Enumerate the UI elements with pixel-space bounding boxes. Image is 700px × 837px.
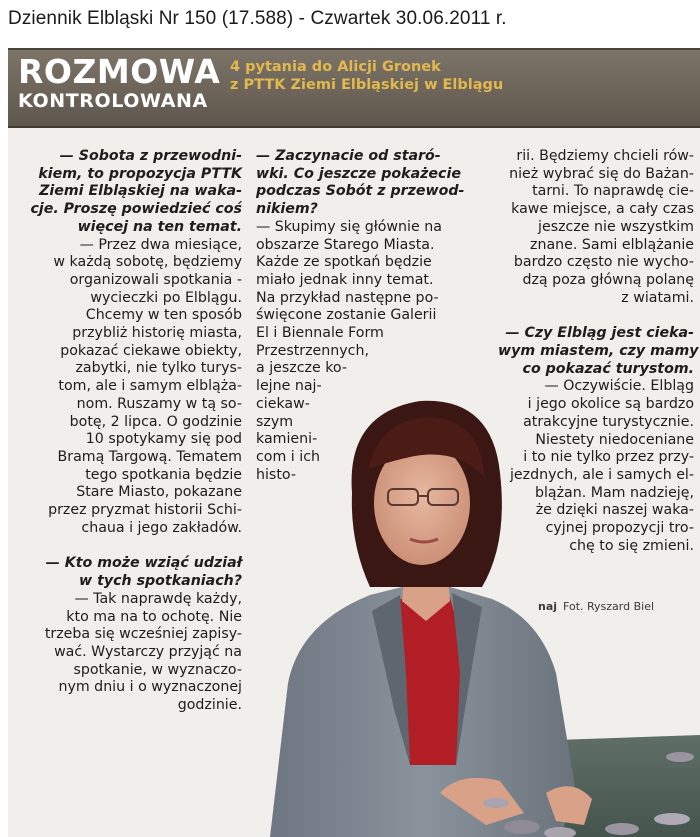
paragraph-gap [498,307,694,325]
answer-line: jezdnych, ale i samych el- [509,466,694,483]
answer-line: godzinie. [177,697,242,714]
answer-line: tom, ale i samym elbląża- [58,378,242,395]
article-page [8,48,700,837]
answer-line: Niestety niedoceniane [535,431,694,448]
answer-line: że dzięki naszej waka- [535,502,694,519]
question-line: cje. Proszę powiedzieć coś [30,201,242,218]
answer-line: wać. Wystarczy przyjąć na [54,643,242,660]
answer-line: 10 spotykamy się pod [85,431,242,448]
answer-line: i jego okolice są bardzo [527,396,694,413]
question-line: więcej na ten temat. [77,218,242,235]
answer-line: ciekaw- [256,395,310,412]
answer-line: Przestrzennych, [256,342,369,359]
answer-line: blążan. Mam nadzieję, [534,484,694,501]
answer-line: przez pryzmat historii Schi- [48,502,242,519]
answer-line: Na przykład następne po- [256,289,439,306]
answer-line: chę to się zmieni. [569,537,694,554]
answer-line: znane. Sami elblążanie [530,236,694,253]
question-line: co pokazać turystom. [522,360,694,377]
answer-line: z wiatami. [621,289,694,306]
answer-line: atrakcyjne turystycznie. [523,413,694,430]
answer-line: Stare Miasto, pokazane [76,484,242,501]
answer-line: Chcemy w ten sposób [85,307,242,324]
answer-line: obszarze Starego Miasta. [256,236,435,253]
answer-line: kawe miejsce, a cały czas [511,201,694,218]
answer-line: — Skupimy się głównie na [256,218,442,235]
answer-line: święcone zostanie Galerii [256,307,437,324]
photographer: Fot. Ryszard Biel [563,600,655,613]
answer-line: nym dniu i o wyznaczonej [58,679,242,696]
question-line: — Sobota z przewodni- [59,148,242,164]
answer-line: kamieni- [256,431,318,448]
text-column-1 [14,148,242,715]
article-subhead [230,58,503,94]
answer-line: histo- [256,466,296,483]
section-kicker [18,54,220,112]
answer-line: kto ma na to ochotę. Nie [66,608,242,625]
question-line: kiem, to propozycja PTTK [38,165,242,182]
newspaper-masthead: Dziennik Elbląski Nr 150 (17.588) - Czwartek 30.06.2011 r. [8,8,507,29]
answer-line: lejne naj- [256,378,322,395]
answer-line: tego spotkania będzie [85,466,242,483]
question-line: Ziemi Elbląskiej na waka- [39,183,242,200]
answer-line: wycieczki po Elblągu. [90,289,242,306]
answer-line: nom. Ruszamy w tą so- [76,395,242,412]
answer-line: a jeszcze ko- [256,360,347,377]
question-line: podczas Sobót z przewod- [256,183,465,200]
answer-line: jeszcze nie wszystkim [538,218,694,235]
answer-line: com i ich [256,448,320,465]
question-line: — Kto może wziąć udział [45,555,242,572]
question-line: wki. Co jeszcze pokażecie [256,165,461,182]
answer-line: El i Biennale Form [256,325,384,342]
author-initials: naj [538,600,558,613]
answer-line: — Przez dwa miesiące, [79,236,242,253]
kicker-kontrolowana: KONTROLOWANA [18,90,208,112]
answer-line: i to nie tylko przez przy- [523,449,694,466]
paragraph-gap [14,537,242,555]
answer-line: organizowali spotkania - [69,271,242,288]
answer-line: zabytki, nie tylko turys- [75,360,242,377]
answer-line: nież wybrać się do Bażan- [509,165,694,182]
answer-line: spotkanie, w wyznaczo- [73,661,242,678]
answer-line: cyjnej propozycji tro- [545,520,694,537]
photo-credit [538,600,654,613]
answer-line: tarni. To naprawdę cie- [532,183,694,200]
banner-rule-bottom [8,126,700,128]
answer-line: w każdą sobotę, będziemy [53,254,242,271]
answer-line: botę, 2 lipca. O godzinie [69,413,242,430]
subhead-line-1: 4 pytania do Alicji Gronek [230,59,441,75]
answer-line: — Tak naprawdę każdy, [74,590,242,607]
question-line: nikiem? [256,201,318,218]
subhead-line-2: z PTTK Ziemi Elbląskiej w Elblągu [230,77,504,93]
answer-line: — Oczywiście. Elbląg [544,378,694,395]
answer-line: szym [256,413,294,430]
banner-rule-top [8,48,700,50]
section-banner [8,48,700,128]
question-line: wym miastem, czy mamy [498,343,699,360]
question-line: — Zaczynacie od staró- [256,148,441,164]
answer-line: bardzo często nie wycho- [513,254,694,271]
answer-line: rii. Będziemy chcieli rów- [516,148,694,164]
question-line: — Czy Elbląg jest cieka- [505,325,694,342]
answer-line: miało jednak inny temat. [256,271,434,288]
question-line: w tych spotkaniach? [79,573,242,590]
answer-line: przybliż historię miasta, [72,325,242,342]
answer-line: dzą poza główną polanę [522,271,694,288]
answer-line: pokazać ciekawe obiekty, [60,342,242,359]
answer-line: Bramą Targową. Tematem [57,448,242,465]
answer-line: Każde ze spotkań będzie [256,254,432,271]
answer-line: trzeba się wcześniej zapisy- [44,626,242,643]
answer-line: chaua i jego zakładów. [81,519,242,536]
kicker-rozmowa: ROZMOWA [18,52,221,91]
